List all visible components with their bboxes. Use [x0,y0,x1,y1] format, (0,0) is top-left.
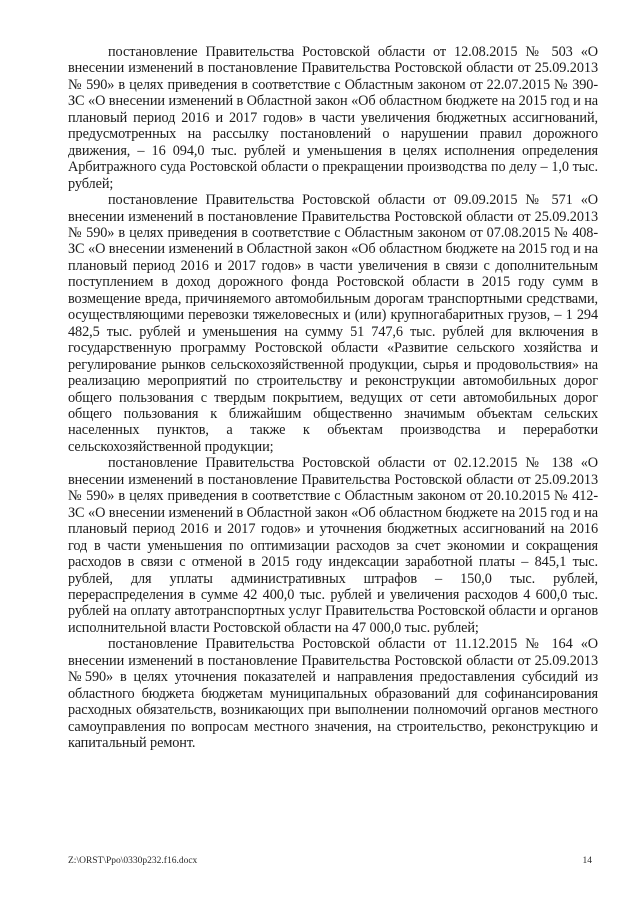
footer-page-number: 14 [582,856,592,866]
paragraph-resolution-138: постановление Правительства Ростовской области от 02.12.2015 № 138 «О внесении изменений в постановление Правительства Ростовской области от 25.09.2013 № 590» в целях приведения в соответствие с Областным законом от 20.10.2015 № 412-ЗС «О внесении изменений в Областной закон «Об областном бюджете на 2015 год и на плановый период 2016 и 2017 годов» и уточнения бюджетных ассигнований на 2016 год в части уменьшения по оптимизации расходов за счет экономии и сокращения расходов в связи с отменой в 2015 году индексации заработной платы – 845,1 тыс. рублей, для уплаты административных штрафов – 150,0 тыс. рублей, перераспределения в сумме 42 400,0 тыс. рублей и увеличения расходов 4 600,0 тыс. рублей на оплату автотранспортных услуг Правительства Ростовской области и органов исполнительной власти Ростовской области на 47 000,0 тыс. рублей; [68,455,598,636]
paragraph-resolution-503: постановление Правительства Ростовской области от 12.08.2015 № 503 «О внесении изменений в постановление Правительства Ростовской области от 25.09.2013 № 590» в целях приведения в соответствие с Областным законом от 22.07.2015 № 390-ЗС «О внесении изменений в Областной закон «Об областном бюджете на 2015 год и на плановый период 2016 и 2017 годов» в части увеличения бюджетных ассигнований, предусмотренных на рассылку постановлений о нарушении правил дорожного движения, – 16 094,0 тыс. рублей и уменьшения в целях исполнения определения Арбитражного суда Ростовской области о прекращении производства по делу – 1,0 тыс. рублей; [68,44,598,192]
footer-file-path: Z:\ORST\Ppo\0330p232.f16.docx [68,856,198,866]
page-footer [68,856,592,866]
document-body [68,44,598,751]
paragraph-resolution-571: постановление Правительства Ростовской области от 09.09.2015 № 571 «О внесении изменений в постановление Правительства Ростовской области от 25.09.2013 № 590» в целях приведения в соответствие с Областным законом от 07.08.2015 № 408-ЗС «О внесении изменений в Областной закон «Об областном бюджете на 2015 год и на плановый период 2016 и 2017 годов» в части увеличения в связи с дополнительным поступлением в доход дорожного фонда Ростовской области в 2015 году сумм в возмещение вреда, причиняемого автомобильным дорогам транспортными средствами, осуществляющими перевозки тяжеловесных и (или) крупногабаритных грузов, – 1 294 482,5 тыс. рублей и уменьшения на сумму 51 747,6 тыс. рублей для включения в государственную программу Ростовской области «Развитие сельского хозяйства и регулирование рынков сельскохозяйственной продукции, сырья и продовольствия» на реализацию мероприятий по строительству и реконструкции автомобильных дорог общего пользования с твердым покрытием, ведущих от сети автомобильных дорог общего пользования к ближайшим общественно значимым объектам сельских населенных пунктов, а также к объектам производства и переработки сельскохозяйственной продукции; [68,192,598,455]
paragraph-resolution-164: постановление Правительства Ростовской области от 11.12.2015 № 164 «О внесении изменений в постановление Правительства Ростовской области от 25.09.2013 №590» в целях уточнения показателей и направления предоставления субсидий из областного бюджета бюджетам муниципальных образований для софинансирования расходных обязательств, возникающих при выполнении полномочий органов местного самоуправления по вопросам местного значения, на строительство, реконструкцию и капитальный ремонт. [68,636,598,752]
